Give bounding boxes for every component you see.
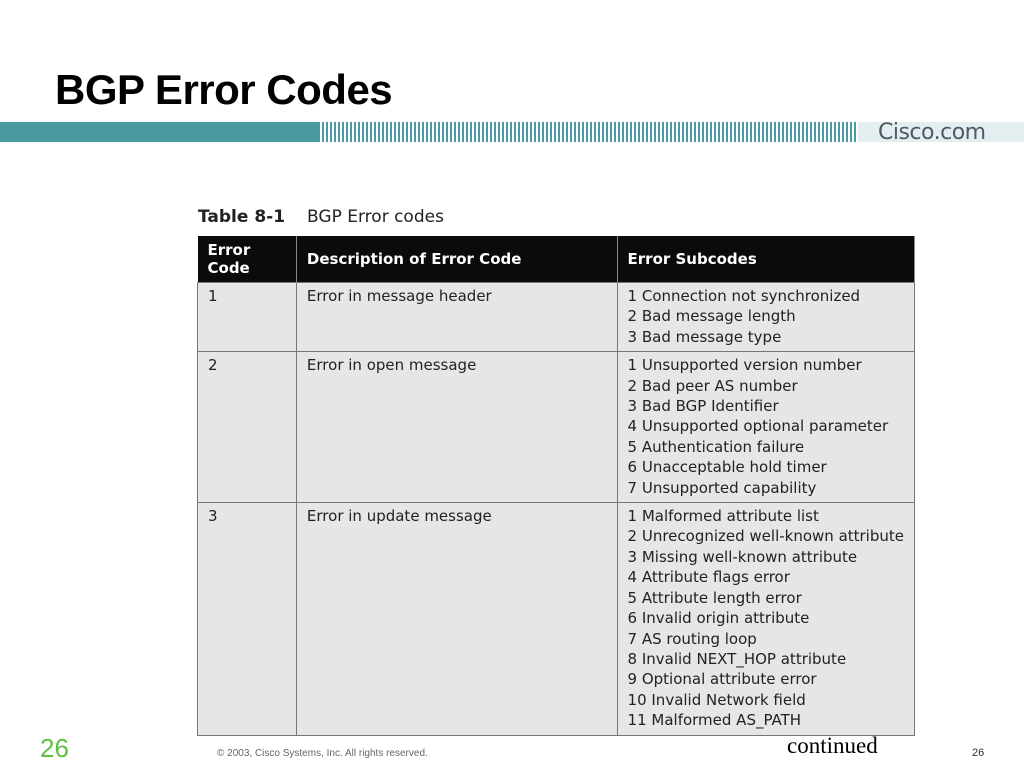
subcode-item: 2 Bad peer AS number: [627, 376, 798, 395]
subcode-item: 1 Connection not synchronized: [627, 287, 861, 305]
continued-label: continued: [787, 733, 878, 758]
table-header-row: [198, 236, 915, 283]
description-cell: Error in message header: [296, 283, 617, 352]
table-row: [198, 503, 915, 735]
subcode-item: 10 Invalid Network field: [627, 690, 806, 709]
subcode-item: 1 Unsupported version number: [627, 356, 862, 375]
subcodes-cell: [617, 283, 914, 352]
slide-title: BGP Error Codes: [55, 66, 393, 113]
banner-bar: [0, 122, 320, 142]
slide-number-right: 26: [972, 747, 985, 759]
slide-number-left: 26: [40, 733, 69, 763]
subcode-item: 9 Optional attribute error: [627, 670, 817, 689]
table-row: [198, 283, 915, 352]
header-subcodes: Error Subcodes: [617, 236, 914, 283]
subcode-item: 6 Unacceptable hold timer: [627, 458, 827, 477]
description-cell: Error in open message: [296, 352, 617, 503]
subcode-item: 4 Unsupported optional parameter: [627, 417, 889, 436]
banner-stripes: [318, 122, 858, 142]
subcode-item: 5 Authentication failure: [627, 437, 805, 456]
subcode-item: 7 AS routing loop: [627, 629, 757, 648]
table-caption-title: BGP Error codes: [307, 207, 444, 227]
error-code-cell: 2: [198, 352, 297, 503]
subcode-item: 2 Bad message length: [627, 307, 796, 326]
subcode-item: 3 Missing well-known attribute: [627, 547, 858, 566]
subcode-item: 3 Bad BGP Identifier: [627, 397, 779, 416]
copyright-notice: © 2003, Cisco Systems, Inc. All rights reserved.: [217, 748, 428, 759]
error-code-cell: 1: [198, 283, 297, 352]
table-caption: [198, 207, 444, 227]
table-row: [198, 352, 915, 503]
subcode-item: 6 Invalid origin attribute: [627, 609, 810, 628]
header-description: Description of Error Code: [296, 236, 617, 283]
header-error-code: Error Code: [198, 236, 297, 283]
subcode-item: 3 Bad message type: [627, 327, 782, 346]
subcode-item: 2 Unrecognized well-known attribute: [627, 527, 904, 546]
header-banner: [0, 118, 1024, 144]
subcode-item: 5 Attribute length error: [627, 588, 802, 607]
cisco-logo: Cisco.com: [878, 120, 986, 145]
subcode-item: 11 Malformed AS_PATH: [627, 711, 802, 730]
table-caption-label: Table 8-1: [198, 207, 286, 227]
error-code-cell: 3: [198, 503, 297, 735]
subcode-item: 8 Invalid NEXT_HOP attribute: [627, 649, 847, 668]
description-cell: Error in update message: [296, 503, 617, 735]
error-codes-table: [197, 236, 915, 736]
subcode-item: 7 Unsupported capability: [627, 478, 817, 497]
subcodes-cell: [617, 352, 914, 503]
subcode-item: 1 Malformed attribute list: [627, 507, 819, 526]
subcodes-cell: [617, 503, 914, 735]
subcode-item: 4 Attribute flags error: [627, 568, 790, 587]
